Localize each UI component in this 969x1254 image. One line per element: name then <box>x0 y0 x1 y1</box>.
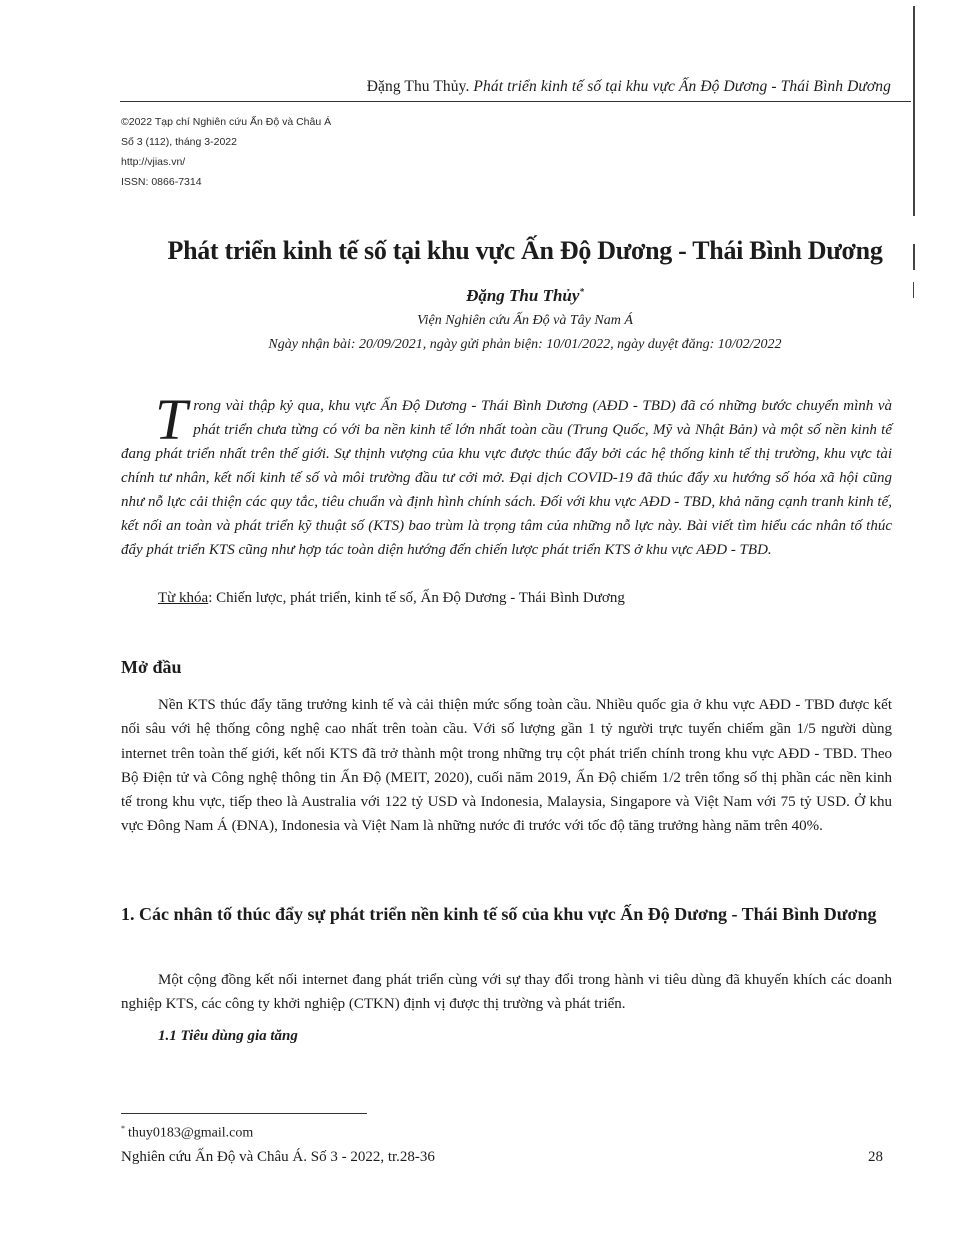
journal-meta <box>121 112 331 192</box>
running-head <box>120 78 891 96</box>
meta-issn: ISSN: 0866-7314 <box>121 176 202 188</box>
abstract-dropcap: T <box>155 387 188 452</box>
footnote <box>121 1124 253 1142</box>
running-head-author: Đặng Thu Thủy. <box>366 78 470 95</box>
keywords <box>158 587 625 609</box>
meta-url: http://vjias.vn/ <box>121 156 186 168</box>
author-footnote-mark: * <box>579 286 584 297</box>
section-1-heading: 1. Các nhân tố thúc đẩy sự phát triển nền kinh tế số của khu vực Ấn Độ Dương - Thái Bình Dương <box>121 904 877 924</box>
footnote-email: thuy0183@gmail.com <box>128 1125 254 1141</box>
journal-footer: Nghiên cứu Ấn Độ và Châu Á. Số 3 - 2022, tr.28-36 <box>121 1149 435 1165</box>
submission-dates: Ngày nhận bài: 20/09/2021, ngày gửi phản biện: 10/01/2022, ngày duyệt đăng: 10/02/2022 <box>268 337 782 352</box>
author-name: Đặng Thu Thủy <box>466 286 580 305</box>
article-title: Phát triển kinh tế số tại khu vực Ấn Độ Dương - Thái Bình Dương <box>167 236 883 265</box>
intro-paragraph: Nền KTS thúc đẩy tăng trưởng kinh tế và cải thiện mức sống toàn cầu. Nhiều quốc gia ở khu vực AĐD - TBD được kết nối sâu với hệ thống công nghệ cao nhất trên toàn cầu. Với số lượng gần 1 tỷ người trực tuyến chiếm gần 1/5 người dùng internet trên toàn thế giới, kết nối KTS đã trở thành một trong những trụ cột phát triển chính trong khu vực AĐD - TBD. Theo Bộ Điện tử và Công nghệ thông tin Ấn Độ (MEIT, 2020), cuối năm 2019, Ấn Độ chiếm 1/2 trên tổng số thị phần các nền kinh tế trong khu vực, tiếp theo là Australia với 122 tỷ USD và Indonesia, Malaysia, Singapore và Việt Nam với 75 tỷ USD. Ở khu vực Đông Nam Á (ĐNA), Indonesia và Việt Nam là những nước đi trước với tốc độ tăng trưởng hàng năm trên 40%. <box>121 697 892 835</box>
running-head-title: Phát triển kinh tế số tại khu vực Ấn Độ Dương - Thái Bình Dương <box>473 78 891 95</box>
section-1-paragraph: Một cộng đồng kết nối internet đang phát triển cùng với sự thay đổi trong hành vi tiêu dùng đã khuyến khích các doanh nghiệp KTS, các công ty khởi nghiệp (CTKN) định vị được thị trường và phát triển. <box>121 972 892 1013</box>
page-number: 28 <box>868 1149 883 1165</box>
footnote-rule <box>121 1113 367 1114</box>
abstract-text: rong vài thập kỷ qua, khu vực Ấn Độ Dương - Thái Bình Dương (AĐD - TBD) đã có những bước chuyển mình và phát triển chưa từng có với ba nền kinh tế lớn nhất toàn cầu (Trung Quốc, Mỹ và Nhật Bản) và một số nền kinh tế đang phát triển nhất trên thế giới. Sự thịnh vượng của khu vực được thúc đẩy bởi các hệ thống kinh tế thị trường, khu vực tài chính tư nhân, kết nối kinh tế số và môi trường đầu tư cởi mở. Đại dịch COVID-19 đã thúc đẩy xu hướng số hóa xã hội cũng như nỗ lực cải thiện các quy tắc, tiêu chuẩn và định hình chính sách. Đối với khu vực AĐD - TBD, khả năng cạnh tranh kinh tế, kết nối an toàn và phát triển kỹ thuật số (KTS) bao trùm là trọng tâm của những nỗ lực này. Bài viết tìm hiểu các nhân tố thúc đẩy phát triển KTS cũng như hợp tác toàn diện hướng đến chiến lược phát triển KTS ở khu vực AĐD - TBD. <box>121 398 892 558</box>
header-rule <box>120 101 911 102</box>
author-line <box>120 286 930 306</box>
scan-edge-line <box>913 6 915 216</box>
meta-issue: Số 3 (112), tháng 3-2022 <box>121 136 237 148</box>
footnote-mark: * <box>121 1124 125 1133</box>
keywords-text: : Chiến lược, phát triển, kinh tế số, Ấn Độ Dương - Thái Bình Dương <box>208 590 625 606</box>
subsection-1-1-heading: 1.1 Tiêu dùng gia tăng <box>158 1028 298 1044</box>
abstract <box>121 387 892 562</box>
meta-copyright: ©2022 Tạp chí Nghiên cứu Ấn Độ và Châu Á <box>121 116 332 128</box>
affiliation: Viện Nghiên cứu Ấn Độ và Tây Nam Á <box>417 313 633 328</box>
keywords-label: Từ khóa <box>158 590 209 606</box>
intro-heading: Mở đầu <box>121 657 182 677</box>
